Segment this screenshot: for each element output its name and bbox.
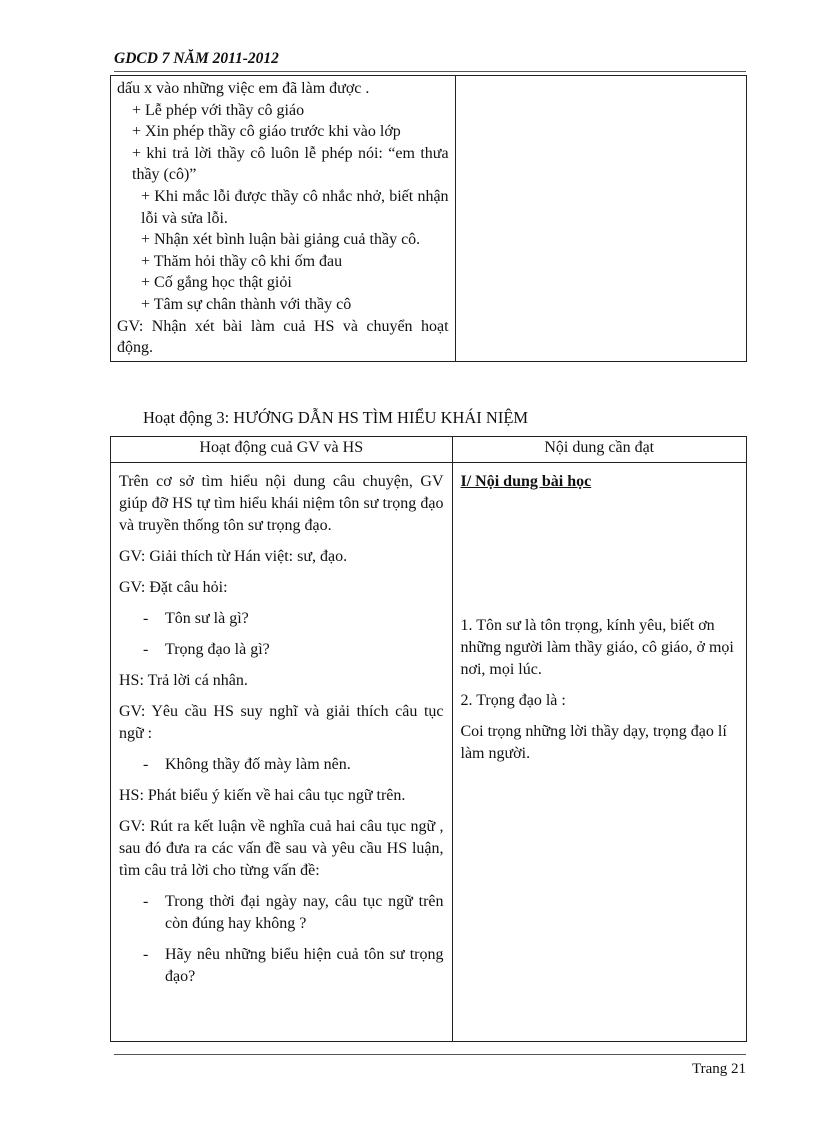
section-title: Hoạt động 3: HƯỚNG DẪN HS TÌM HIỂU KHÁI NIỆM xyxy=(143,408,529,427)
list-item: + Tâm sự chân thành với thầy cô xyxy=(141,295,352,313)
dash-item xyxy=(119,891,444,935)
table-row xyxy=(111,76,747,362)
dash-item xyxy=(119,608,444,630)
dash-item xyxy=(119,754,444,776)
dash-marker: - xyxy=(143,610,149,627)
page-number: Trang 21 xyxy=(691,1061,746,1077)
dash-marker: - xyxy=(143,641,149,658)
list-item: + Khi mắc lỗi được thầy cô nhắc nhở, biết nhận lỗi và sửa lỗi. xyxy=(141,187,449,227)
dash-marker: - xyxy=(143,893,149,910)
dash-item-text: Không thầy đố mày làm nên. xyxy=(165,756,351,773)
dash-marker: - xyxy=(143,756,149,773)
activity-table-top xyxy=(110,75,747,362)
table1-left-cell xyxy=(111,76,456,362)
activity-table-concept xyxy=(110,436,747,1042)
list-item: + Thăm hỏi thầy cô khi ốm đau xyxy=(141,252,343,270)
paragraph: GV: Đặt câu hỏi: xyxy=(119,579,228,596)
table-row xyxy=(111,463,747,1042)
paragraph: GV: Rút ra kết luận về nghĩa cuả hai câu tục ngữ , sau đó đưa ra các vấn đề sau và yêu cầu HS luận, tìm câu trả lời cho từng vấn đề: xyxy=(119,818,444,879)
paragraph: GV: Giải thích từ Hán việt: sư, đạo. xyxy=(119,548,348,565)
text-line: dấu x vào những việc em đã làm được . xyxy=(117,80,370,97)
dash-item-text: Hãy nêu những biểu hiện cuả tôn sư trọng đạo? xyxy=(165,946,444,985)
list-item: + Cố gắng học thật giỏi xyxy=(141,274,292,292)
dash-item-text: Trong thời đại ngày nay, câu tục ngữ trên còn đúng hay không ? xyxy=(165,893,444,932)
table2-right-cell xyxy=(452,463,747,1042)
paragraph: Trên cơ sở tìm hiểu nội dung câu chuyện, GV giúp đỡ HS tự tìm hiểu khái niệm tôn sư trọng đạo và truyền thống tôn sư trọng đạo. xyxy=(119,473,444,534)
paragraph: 2. Trọng đạo là : xyxy=(460,692,566,709)
column-header-content: Nội dung cần đạt xyxy=(452,437,747,463)
dash-marker: - xyxy=(143,946,149,963)
spacer xyxy=(461,493,741,615)
list-item: + Nhận xét bình luận bài giảng cuả thầy cô. xyxy=(141,231,421,249)
lesson-content-heading: I/ Nội dung bài học xyxy=(460,473,592,490)
list-item: + khi trả lời thầy cô luôn lễ phép nói: “em thưa thầy (cô)” xyxy=(132,144,449,184)
paragraph: HS: Trả lời cá nhân. xyxy=(119,672,248,689)
text-line: GV: Nhận xét bài làm cuả HS và chuyển hoạt động. xyxy=(117,317,449,357)
dash-item-text: Trọng đạo là gì? xyxy=(165,641,270,658)
header-title: GDCD 7 NĂM 2011-2012 xyxy=(114,50,279,67)
page-footer xyxy=(114,1054,746,1078)
dash-item xyxy=(119,944,444,988)
page-header xyxy=(114,50,746,72)
dash-item-text: Tôn sư là gì? xyxy=(165,610,249,627)
table2-left-cell xyxy=(111,463,453,1042)
paragraph: HS: Phát biểu ý kiến về hai câu tục ngữ trên. xyxy=(119,787,406,804)
list-item: + Lễ phép với thầy cô giáo xyxy=(132,101,305,119)
list-item: + Xin phép thầy cô giáo trước khi vào lớp xyxy=(132,123,401,141)
table-header-row xyxy=(111,437,747,463)
table1-right-cell xyxy=(455,76,746,362)
dash-item xyxy=(119,639,444,661)
paragraph: GV: Yêu cầu HS suy nghĩ và giải thích câu tục ngữ : xyxy=(119,703,444,742)
column-header-activities: Hoạt động cuả GV và HS xyxy=(111,437,453,463)
paragraph: Coi trọng những lời thầy dạy, trọng đạo lí làm người. xyxy=(460,723,727,762)
paragraph: 1. Tôn sư là tôn trọng, kính yêu, biết ơn những người làm thầy giáo, cô giáo, ở mọi nơi, mọi lúc. xyxy=(460,617,734,678)
